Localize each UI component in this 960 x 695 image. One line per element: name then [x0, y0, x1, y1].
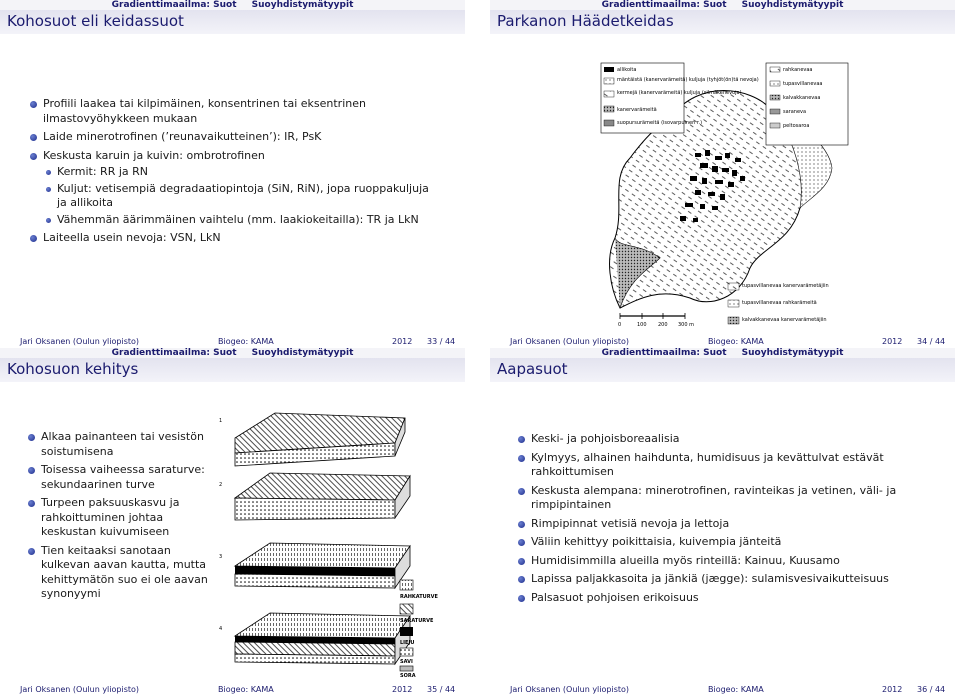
legend-label: RAHKATURVE	[400, 594, 438, 600]
legend-label: peltosaroa	[783, 123, 810, 129]
list-item: Humidisimmilla alueilla myös rinteillä: Kainuu, Kuusamo	[516, 554, 926, 569]
subsection-link[interactable]: Suoyhdistymätyypit	[251, 0, 354, 10]
legend-label: kermejä (kanervarämeitä) kuljuja (silmäkenevoja)	[617, 90, 742, 96]
bullet-icon	[30, 235, 37, 242]
footer-author: Jari Oksanen (Oulun yliopisto)	[510, 685, 630, 694]
list-item: Tien keitaaksi sanotaan kulkevan aavan kautta, mutta kehittymätön suo ei ole aavan synonyymi	[26, 544, 216, 602]
section-navbar	[0, 0, 465, 10]
bullet-icon	[518, 539, 525, 546]
legend-label: SAVI	[400, 659, 413, 665]
section-link[interactable]: Gradienttimaailma: Suot	[111, 0, 237, 10]
footer-course: Biogeo: KAMA	[218, 337, 274, 346]
bullet-icon	[28, 434, 35, 441]
bullet-icon	[518, 455, 525, 462]
legend-bottom	[728, 280, 829, 324]
legend-label: kanervarämeitä	[617, 107, 657, 113]
slide-35	[0, 348, 465, 695]
bullet-list	[516, 432, 926, 609]
section-navbar	[490, 348, 955, 358]
bullet-icon	[518, 488, 525, 495]
list-item: Profiili laakea tai kilpimäinen, konsentrinen tai eksentrinen ilmastovyöhykkeen mukaan	[28, 97, 438, 126]
stage-number: 1	[219, 418, 223, 424]
footer-page: 36 / 44	[917, 685, 946, 694]
footer-year: 2012	[882, 337, 903, 346]
stage-number: 3	[219, 554, 223, 560]
section-link[interactable]: Gradienttimaailma: Suot	[601, 0, 727, 10]
stage-2-block	[219, 473, 410, 520]
bullet-icon	[30, 153, 37, 160]
bullet-icon	[518, 558, 525, 565]
legend-label: tupasvillanevaa rahkarämeitä	[742, 300, 817, 306]
list-item: Alkaa painanteen tai vesistön soistumisena	[26, 430, 216, 459]
footer-course: Biogeo: KAMA	[708, 685, 764, 694]
section-link[interactable]: Gradienttimaailma: Suot	[111, 348, 237, 358]
list-item: Kylmyys, alhainen haihdunta, humidisuus ja kevättulvat estävät rahkoittumisen	[516, 451, 926, 480]
legend-label: saraneva	[783, 109, 807, 115]
list-item: Keskusta karuin ja kuivin: ombrotrofinen Kermit: RR ja RN Kuljut: vetisempiä degradaatiopintoja (SiN, RiN), jopa ruoppakuljuja ja allikoita Vähemmän äärimmäinen vaihtelu (mm. laakiokeitailla): TR ja LkN	[28, 149, 438, 228]
list-item: Laiteella usein nevoja: VSN, LkN	[28, 231, 438, 246]
stage-3-block	[219, 543, 410, 588]
legend-label: SARATURVE	[400, 618, 434, 624]
footer-author: Jari Oksanen (Oulun yliopisto)	[20, 337, 140, 346]
bullet-icon	[518, 576, 525, 583]
footer-author: Jari Oksanen (Oulun yliopisto)	[20, 685, 140, 694]
bog-development-figure	[215, 408, 455, 678]
peatland-map	[600, 58, 850, 340]
scale-label: 200	[658, 322, 668, 328]
list-item: Palsasuot pohjoisen erikoisuus	[516, 591, 926, 606]
footer	[490, 685, 955, 695]
slide-title: Kohosuot eli keidassuot	[7, 12, 184, 30]
bullet-list	[28, 97, 438, 250]
slide-34	[490, 0, 955, 347]
bullet-icon	[28, 500, 35, 507]
slide-36	[490, 348, 955, 695]
footer-author: Jari Oksanen (Oulun yliopisto)	[510, 337, 630, 346]
sub-list-item: Kuljut: vetisempiä degradaatiopintoja (SiN, RiN), jopa ruoppakuljuja ja allikoita	[43, 182, 438, 211]
list-item: Rimpipinnat vetisiä nevoja ja lettoja	[516, 517, 926, 532]
scale-label: 300 m	[678, 322, 695, 328]
slide-title: Kohosuon kehitys	[7, 360, 139, 378]
footer-year: 2012	[392, 337, 413, 346]
scale-label: 0	[618, 322, 622, 328]
section-navbar	[490, 0, 955, 10]
bullet-icon	[28, 548, 35, 555]
legend-label: tupasvillanevaa kanervarämetäjiin	[742, 283, 829, 289]
legend-label: allikoita	[617, 67, 637, 73]
legend-right	[766, 63, 848, 145]
footer-course: Biogeo: KAMA	[218, 685, 274, 694]
footer-course: Biogeo: KAMA	[708, 337, 764, 346]
legend-label: mäntäistä (kanervarämeitä) kuljuja (tyhjöt(ön)tä nevoja)	[617, 77, 759, 83]
legend-label: SORA	[400, 673, 416, 678]
sub-list	[43, 165, 438, 227]
stage-number: 2	[219, 482, 223, 488]
footer-page: 34 / 44	[917, 337, 946, 346]
slide-title: Aapasuot	[497, 360, 568, 378]
peat-legend	[400, 580, 438, 678]
footer-year: 2012	[882, 685, 903, 694]
bullet-icon	[30, 134, 37, 141]
legend-label: kalvakkanevaa	[783, 95, 821, 101]
list-item: Keski- ja pohjoisboreaalisia	[516, 432, 926, 447]
list-item: Laide minerotrofinen (’reunavaikutteinen’): IR, PsK	[28, 130, 438, 145]
sub-list-item: Kermit: RR ja RN	[43, 165, 438, 180]
legend-label: kalvakkanevaa kanervarämetäjiin	[742, 317, 827, 323]
section-link[interactable]: Gradienttimaailma: Suot	[601, 348, 727, 358]
stage-1-block	[219, 413, 405, 466]
sub-list-item: Vähemmän äärimmäinen vaihtelu (mm. laakiokeitailla): TR ja LkN	[43, 213, 438, 228]
slide-title: Parkanon Häädetkeidas	[497, 12, 674, 30]
slide-33	[0, 0, 465, 347]
footer-page: 35 / 44	[427, 685, 456, 694]
list-item: Toisessa vaiheessa saraturve: sekundaarinen turve	[26, 463, 216, 492]
subsection-link[interactable]: Suoyhdistymätyypit	[741, 0, 844, 10]
stage-number: 4	[219, 626, 223, 632]
bullet-icon	[518, 521, 525, 528]
footer	[490, 337, 955, 347]
footer-page: 33 / 44	[427, 337, 456, 346]
section-navbar	[0, 348, 465, 358]
legend-label: LIEJU	[400, 640, 415, 646]
bullet-icon	[28, 467, 35, 474]
bullet-icon	[518, 436, 525, 443]
bullet-list	[26, 430, 216, 606]
footer	[0, 685, 465, 695]
bullet-icon	[46, 170, 51, 175]
footer	[0, 337, 465, 347]
bullet-icon	[518, 595, 525, 602]
scale-label: 100	[637, 322, 647, 328]
stage-4-block	[219, 613, 410, 664]
list-item: Keskusta alempana: minerotrofinen, ravinteikas ja vetinen, väli- ja rimpipintainen	[516, 484, 926, 513]
bullet-icon	[46, 218, 51, 223]
bullet-icon	[30, 101, 37, 108]
list-item: Lapissa paljakkasoita ja jänkiä (jægge): sulamisvesivaikutteisuus	[516, 572, 926, 587]
subsection-link[interactable]: Suoyhdistymätyypit	[251, 348, 354, 358]
list-item: Turpeen paksuuskasvu ja rahkoittuminen johtaa keskustan kuivumiseen	[26, 496, 216, 540]
bullet-icon	[46, 187, 51, 192]
legend-label: rahkanevaa	[783, 67, 813, 73]
footer-year: 2012	[392, 685, 413, 694]
legend-label: suopursurämeitä (isovarpuinen r.)	[617, 120, 703, 126]
subsection-link[interactable]: Suoyhdistymätyypit	[741, 348, 844, 358]
list-item: Väliin kehittyy poikittaisia, kuivempia jänteitä	[516, 535, 926, 550]
legend-label: tupasvillanevaa	[783, 81, 823, 87]
